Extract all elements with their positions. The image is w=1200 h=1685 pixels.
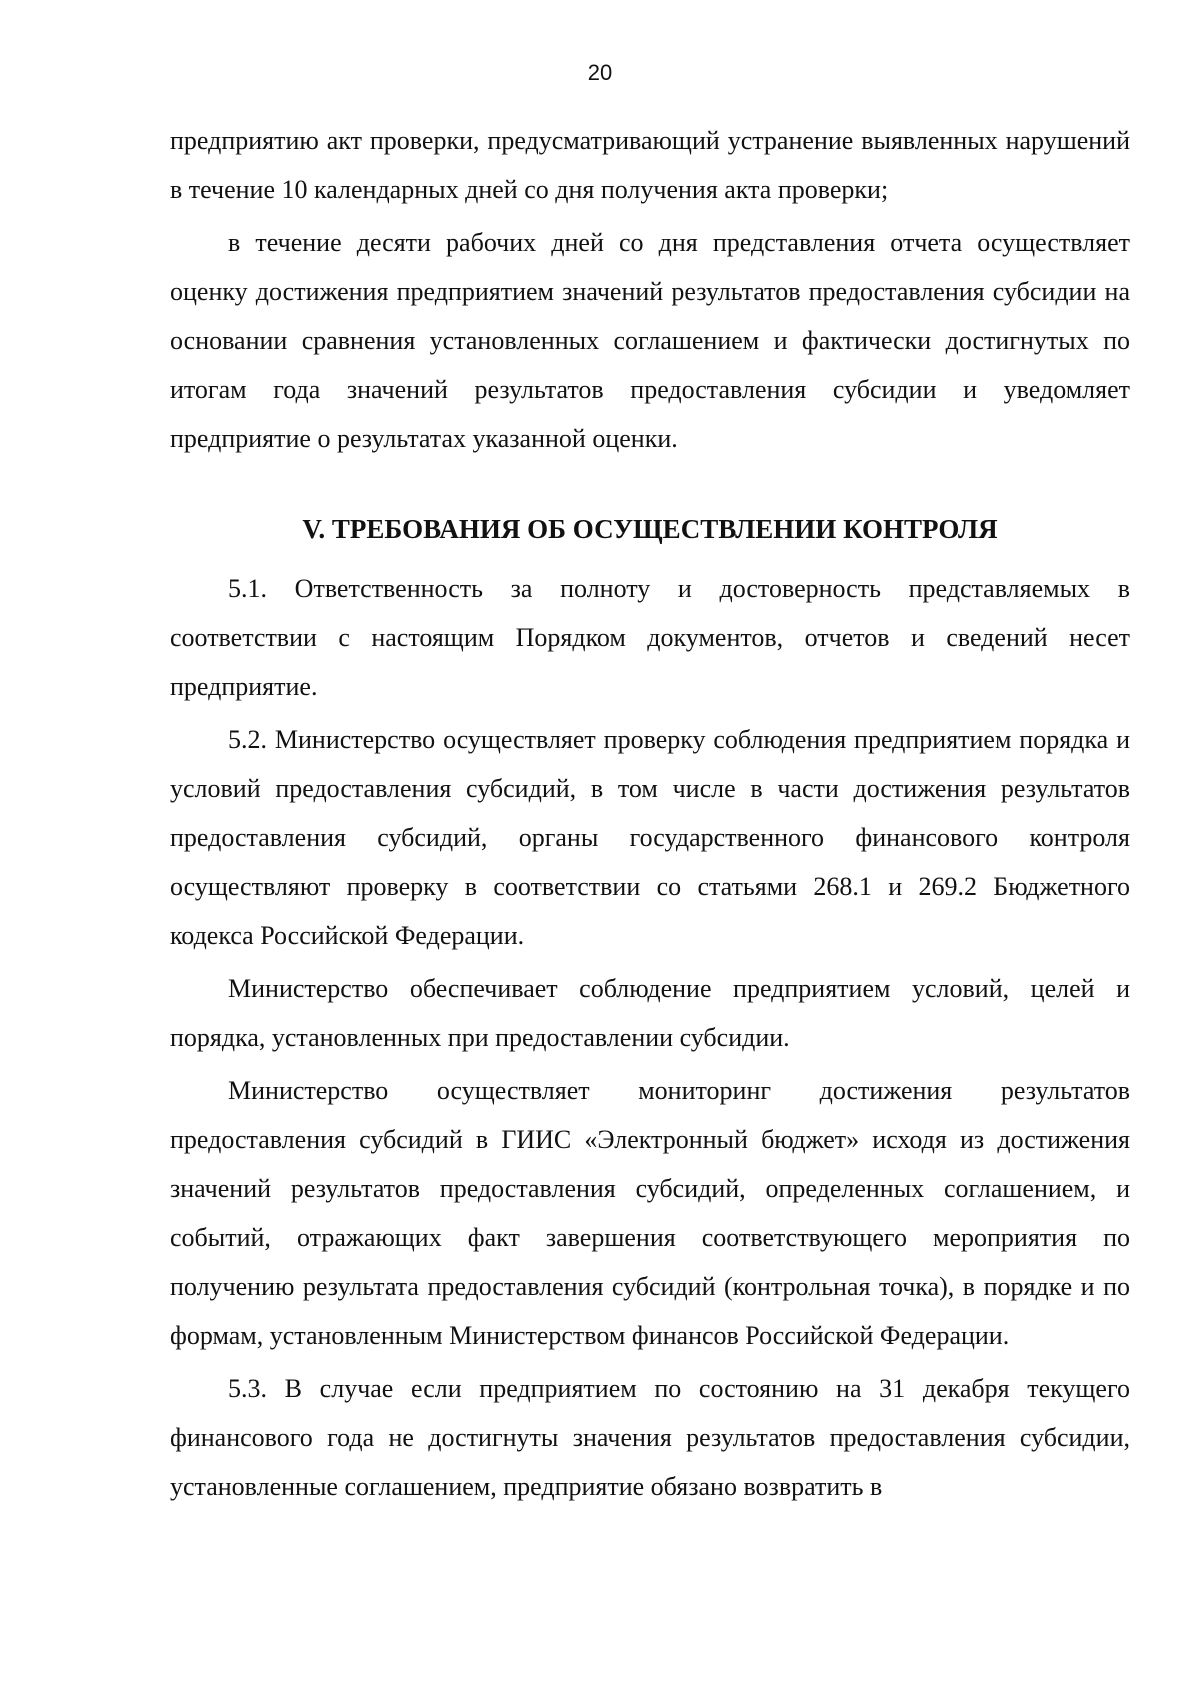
paragraph-5-3: 5.3. В случае если предприятием по состоянию на 31 декабря текущего финансового года не достигнуты значения результатов предоставления субсидии, установленные соглашением, предприятие обязано возвратить в <box>170 1374 1130 1501</box>
page-number: 20 <box>587 60 613 85</box>
paragraph-5-1: 5.1. Ответственность за полноту и достоверность представляемых в соответствии с настоящим Порядком документов, отчетов и сведений несет предприятие. <box>170 574 1130 701</box>
section-title: V. ТРЕБОВАНИЯ ОБ ОСУЩЕСТВЛЕНИИ КОНТРОЛЯ <box>302 514 998 544</box>
paragraph-5-2: 5.2. Министерство осуществляет проверку соблюдения предприятием порядка и условий предоставления субсидий, в том числе в части достижения результатов предоставления субсидий, органы государственного финансового контроля осуществляют проверку в соответствии со статьями 268.1 и 269.2 Бюджетного кодекса Российской Федерации. <box>170 725 1130 950</box>
paragraph-ministry-ensures: Министерство обеспечивает соблюдение предприятием условий, целей и порядка, установленных при предоставлении субсидии. <box>170 974 1130 1052</box>
paragraph-continuation: предприятию акт проверки, предусматривающий устранение выявленных нарушений в течение 10 календарных дней со дня получения акта проверки; <box>170 126 1130 204</box>
paragraph-evaluation: в течение десяти рабочих дней со дня представления отчета осуществляет оценку достижения предприятием значений результатов предоставления субсидии на основании сравнения установленных соглашением и фактически достигнутых по итогам года значений результатов предоставления субсидии и уведомляет предприятие о результатах указанной оценки. <box>170 228 1130 453</box>
paragraph-ministry-monitoring: Министерство осуществляет мониторинг достижения результатов предоставления субсидий в ГИИС «Электронный бюджет» исходя из достижения значений результатов предоставления субсидий, определенных соглашением, и событий, отражающих факт завершения соответствующего мероприятия по получению результата предоставления субсидий (контрольная точка), в порядке и по формам, установленным Министерством финансов Российской Федерации. <box>170 1076 1130 1350</box>
document-body <box>170 116 1130 1511</box>
